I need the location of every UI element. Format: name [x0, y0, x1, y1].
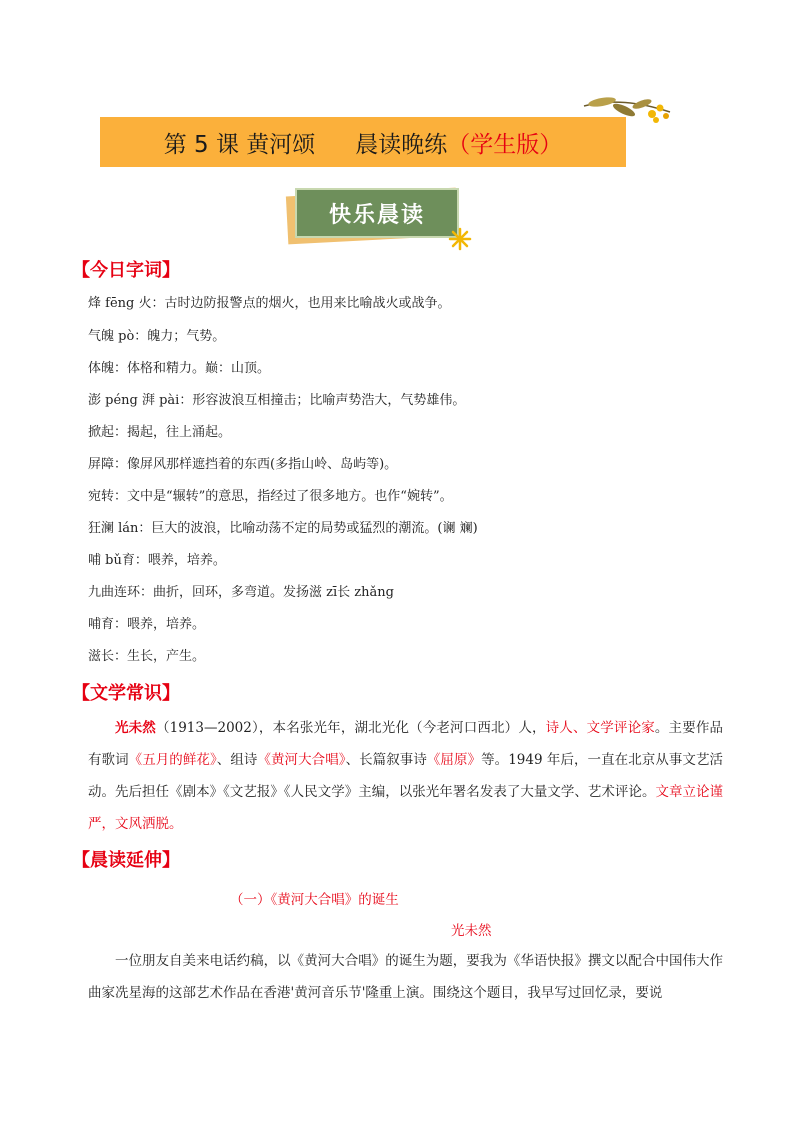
- vocab-item: 九曲连环：曲折，回环，多弯道。发扬滋 zī长 zhǎng: [88, 585, 394, 600]
- writing-style: 文章立论谨严，文风洒脱。: [88, 784, 724, 832]
- morning-reading-badge: [287, 186, 477, 256]
- title-edition: （学生版）: [447, 131, 563, 158]
- vocab-item: 烽 fēng 火：古时边防报警点的烟火，也用来比喻战火或战争。: [88, 296, 451, 311]
- vocab-item: 澎 péng 湃 pài：形容波浪互相撞击；比喻声势浩大，气势雄伟。: [88, 393, 466, 408]
- text-segment: 等。1949 年后，一直在北京从事文艺活动。先后担任《剧本》《文艺报》《人民文学》主编，以张光年署名发表了大量文学、艺术评论。: [88, 752, 724, 800]
- work-title: 《屈原》: [426, 752, 482, 768]
- vocab-item: 哺育：喂养，培养。: [88, 617, 206, 632]
- title-sub: 晨读晚练: [355, 131, 448, 158]
- text-segment: 。主要作品有歌词: [88, 720, 724, 768]
- vocab-item: 狂澜 lán：巨大的波浪，比喻动荡不定的局势或猛烈的潮流。(谰 斓): [88, 521, 478, 536]
- author-roles: 诗人、文学评论家: [545, 720, 655, 736]
- vocab-item: 宛转：文中是“辗转”的意思，指经过了很多地方。也作“婉转”。: [88, 489, 453, 504]
- text-segment: 、组诗: [216, 752, 258, 768]
- article-body: 一位朋友自美来电话约稿，以《黄河大合唱》的诞生为题，要我为《华语快报》撰文以配合中国伟大作曲家冼星海的这部艺术作品在香港'黄河音乐节'隆重上演。围绕这个题目，我早写过回忆录，要说: [88, 953, 723, 1001]
- vocab-item: 滋长：生长，产生。: [88, 649, 206, 664]
- work-title: 《黄河大合唱》: [257, 752, 346, 768]
- text-segment: 、长篇叙事诗: [345, 752, 427, 768]
- vocab-item: 哺 bǔ育：喂养，培养。: [88, 553, 226, 568]
- work-title: 《五月的鲜花》: [128, 752, 217, 768]
- section-extension-title: 【晨读延伸】: [72, 850, 180, 871]
- vocab-item: 体魄：体格和精力。巅：山顶。: [88, 361, 271, 376]
- section-vocab-title: 【今日字词】: [72, 260, 180, 281]
- badge-label: 快乐晨读: [295, 188, 459, 238]
- lesson-title-bar: [100, 117, 626, 167]
- text-segment: （1913—2002），本名张光年，湖北光化（今老河口西北）人，: [155, 720, 546, 736]
- vocab-item: 气魄 pò：魄力；气势。: [88, 329, 226, 344]
- article-author: 光未然: [451, 923, 492, 939]
- title-main: 第 5 课 黄河颂: [163, 131, 316, 158]
- literature-paragraph: [88, 712, 723, 840]
- vocab-item: 屏障：像屏风那样遮挡着的东西(多指山岭、岛屿等)。: [88, 457, 398, 472]
- section-literature-title: 【文学常识】: [72, 683, 180, 704]
- vocab-item: 掀起：揭起，往上涌起。: [88, 425, 232, 440]
- author-name: 光未然: [115, 720, 156, 736]
- sparkle-icon: [447, 226, 473, 252]
- article-title: （一）《黄河大合唱》的诞生: [230, 892, 399, 908]
